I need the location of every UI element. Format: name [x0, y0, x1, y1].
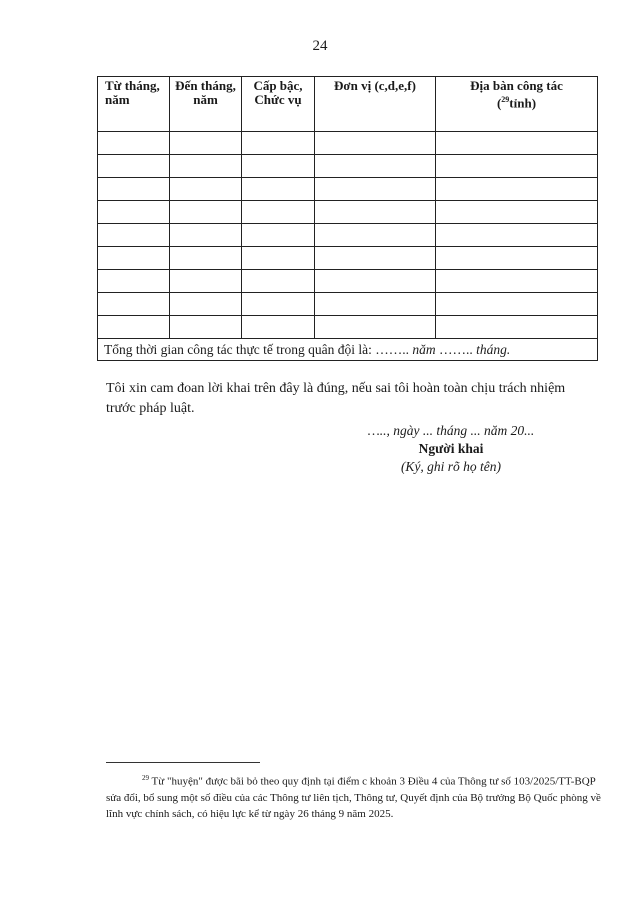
table-cell[interactable] [170, 270, 242, 293]
table-cell[interactable] [98, 201, 170, 224]
table-cell[interactable] [436, 201, 598, 224]
table-cell[interactable] [170, 132, 242, 155]
table-header-row [98, 77, 598, 132]
table-cell[interactable] [242, 316, 315, 339]
table-cell[interactable] [242, 155, 315, 178]
table-cell[interactable] [436, 247, 598, 270]
declaration-text: Tôi xin cam đoan lời khai trên đây là đúng, nếu sai tôi hoàn toàn chịu trách nhiệm trước pháp luật. [106, 381, 566, 416]
table-cell[interactable] [98, 293, 170, 316]
table-cell[interactable] [98, 224, 170, 247]
table-cell[interactable] [436, 224, 598, 247]
table-cell[interactable] [315, 316, 436, 339]
footnote [106, 770, 602, 822]
table-cell[interactable] [315, 293, 436, 316]
header-rank-position: Cấp bậc, Chức vụ [242, 77, 315, 132]
signature-note: (Ký, ghi rõ họ tên) [400, 459, 502, 474]
table-row [98, 247, 598, 270]
table-row [98, 178, 598, 201]
table-cell[interactable] [315, 247, 436, 270]
table-cell[interactable] [98, 155, 170, 178]
table-cell[interactable] [436, 155, 598, 178]
table-cell[interactable] [315, 178, 436, 201]
table-row [98, 224, 598, 247]
table-cell[interactable] [242, 178, 315, 201]
total-service-time: Tổng thời gian công tác thực tế trong quân đội là: …….. năm …….. tháng. [98, 339, 598, 361]
table-cell[interactable] [436, 132, 598, 155]
header-from-date: Từ tháng, năm [98, 77, 170, 132]
table-row [98, 201, 598, 224]
declarant-title: Người khai [418, 441, 484, 456]
table-row [98, 270, 598, 293]
table-row [98, 155, 598, 178]
footnote-marker: 29 [501, 95, 510, 104]
page-number: 24 [312, 38, 328, 54]
table-row [98, 293, 598, 316]
header-to-date: Đến tháng, năm [170, 77, 242, 132]
table-cell[interactable] [98, 270, 170, 293]
table-cell[interactable] [170, 201, 242, 224]
table-cell[interactable] [170, 247, 242, 270]
table-cell[interactable] [315, 270, 436, 293]
table-cell[interactable] [242, 224, 315, 247]
service-history-table [97, 76, 598, 361]
footnote-text: Từ "huyện" được bãi bỏ theo quy định tại điểm c khoản 3 Điều 4 của Thông tư số 103/2025/TT-BQP sửa đổi, bổ sung một số điều của các Thông tư liên tịch, Thông tư, Quyết định của Bộ trưởng Bộ Quốc phòng về lĩnh vực chính sách, có hiệu lực kể từ ngày 26 tháng 9 năm 2025. [106, 775, 601, 820]
table-row [98, 132, 598, 155]
table-cell[interactable] [242, 247, 315, 270]
table-cell[interactable] [436, 270, 598, 293]
table-row [98, 316, 598, 339]
footnote-divider [106, 762, 260, 763]
table-cell[interactable] [242, 201, 315, 224]
table-cell[interactable] [436, 178, 598, 201]
table-cell[interactable] [98, 132, 170, 155]
table-cell[interactable] [436, 316, 598, 339]
table-cell[interactable] [315, 132, 436, 155]
total-row [98, 339, 598, 361]
table-cell[interactable] [170, 224, 242, 247]
header-work-area: Địa bàn công tác ($^{29}$tỉnh) [436, 77, 598, 132]
table-cell[interactable] [170, 293, 242, 316]
table-cell[interactable] [170, 316, 242, 339]
header-unit: Đơn vị (c,d,e,f) [315, 77, 436, 132]
table-cell[interactable] [436, 293, 598, 316]
table-cell[interactable] [242, 293, 315, 316]
table-cell[interactable] [170, 178, 242, 201]
table-cell[interactable] [315, 155, 436, 178]
signature-block [346, 422, 556, 476]
footnote-number: 29 [142, 774, 149, 782]
table-cell[interactable] [170, 155, 242, 178]
table-cell[interactable] [315, 224, 436, 247]
table-cell[interactable] [242, 270, 315, 293]
table-cell[interactable] [242, 132, 315, 155]
table-cell[interactable] [98, 247, 170, 270]
table-cell[interactable] [315, 201, 436, 224]
table-cell[interactable] [98, 316, 170, 339]
date-line: ….., ngày ... tháng ... năm 20... [367, 423, 535, 438]
table-cell[interactable] [98, 178, 170, 201]
